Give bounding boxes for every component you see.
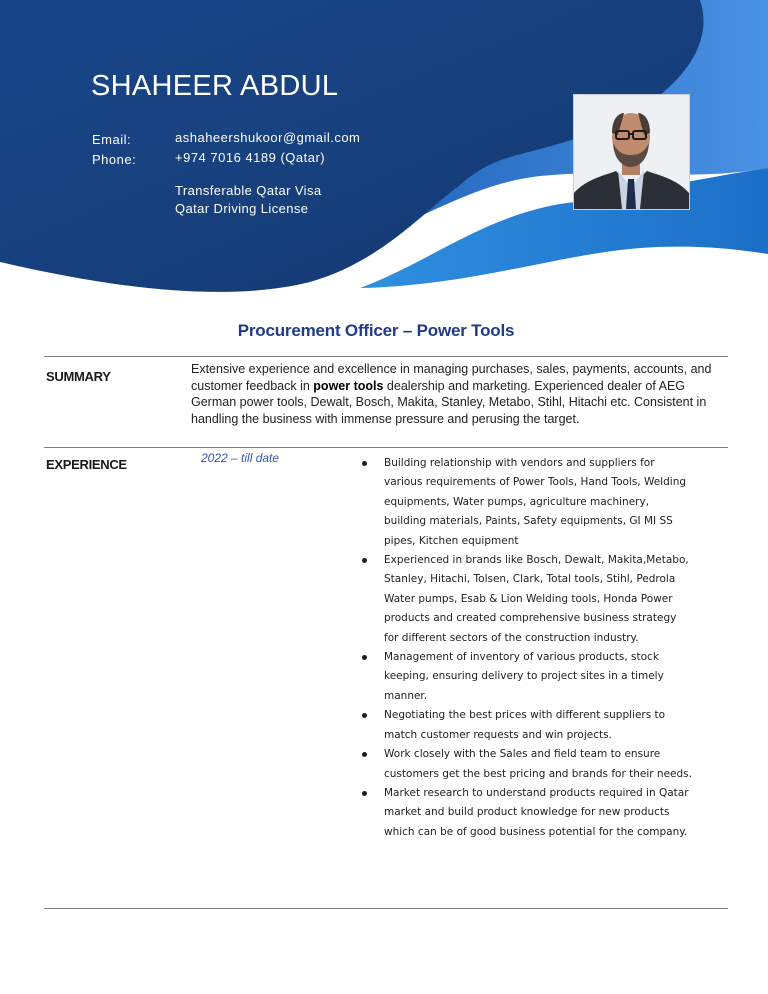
list-item (362, 706, 692, 745)
experience-heading: EXPERIENCE (46, 457, 127, 472)
duty-text: Negotiating the best prices with different suppliers to match customer requests and win projects. (384, 709, 666, 741)
phone-number[interactable]: +974 7016 4189 (Qatar) (175, 150, 326, 165)
section-divider (44, 447, 728, 448)
summary-text (191, 361, 716, 427)
summary-highlight: power tools (313, 378, 384, 393)
duty-text: Experienced in brands like Bosch, Dewalt, Makita,Metabo, Stanley, Hitachi, Tolsen, Clark, Total tools, Stihl, Pedrola Water pumps, Esab & Lion Welding tools, Honda Power products and created comprehensive business strategy for different sectors of the construction industry. (384, 554, 689, 644)
section-divider (44, 356, 728, 357)
driving-license: Qatar Driving License (175, 201, 309, 216)
bullet-icon (362, 461, 367, 466)
bullet-icon (362, 791, 367, 796)
experience-duties-list (362, 454, 692, 842)
bullet-icon (362, 655, 367, 660)
list-item (362, 745, 692, 784)
duty-text: Management of inventory of various products, stock keeping, ensuring delivery to project sites in a timely manner. (384, 651, 664, 702)
list-item (362, 454, 692, 551)
phone-label: Phone: (92, 152, 137, 167)
bullet-icon (362, 752, 367, 757)
email-address[interactable]: ashaheershukoor@gmail.com (175, 130, 361, 145)
summary-heading: SUMMARY (46, 369, 111, 384)
summary-text-lead: Extensive experience and excellence in managing purchases, sales, payments, accounts, and customer feedback in (191, 362, 712, 393)
duty-text: Work closely with the Sales and field team to ensure customers get the best pricing and brands for their needs. (384, 748, 692, 780)
list-item (362, 648, 692, 706)
summary-text-tail: dealership and marketing. Experienced dealer of AEG German power tools, Dewalt, Bosch, Makita, Stanley, Metabo, Stihl, Hitachi etc. Consistent in handling the business with immense pressure and perusing the target. (191, 378, 707, 426)
duty-text: Building relationship with vendors and suppliers for various requirements of Power Tools, Hand Tools, Welding equipments, Water pumps, agriculture machinery, building materials, Paints, Safety equipments, GI MI SS pipes, Kitchen equipment (384, 457, 687, 547)
job-title: Procurement Officer – Power Tools (237, 321, 515, 340)
bullet-icon (362, 713, 367, 718)
section-divider (44, 908, 728, 909)
visa-status: Transferable Qatar Visa (175, 183, 322, 198)
candidate-name: SHAHEER ABDUL (91, 70, 339, 102)
bullet-icon (362, 558, 367, 563)
list-item (362, 784, 692, 842)
duty-text: Market research to understand products required in Qatar market and build product knowledge for new products which can be of good business potential for the company. (384, 786, 689, 838)
profile-photo (573, 94, 690, 210)
email-label: Email: (92, 132, 132, 147)
experience-date-range: 2022 – till date (201, 451, 280, 465)
list-item (362, 551, 692, 648)
